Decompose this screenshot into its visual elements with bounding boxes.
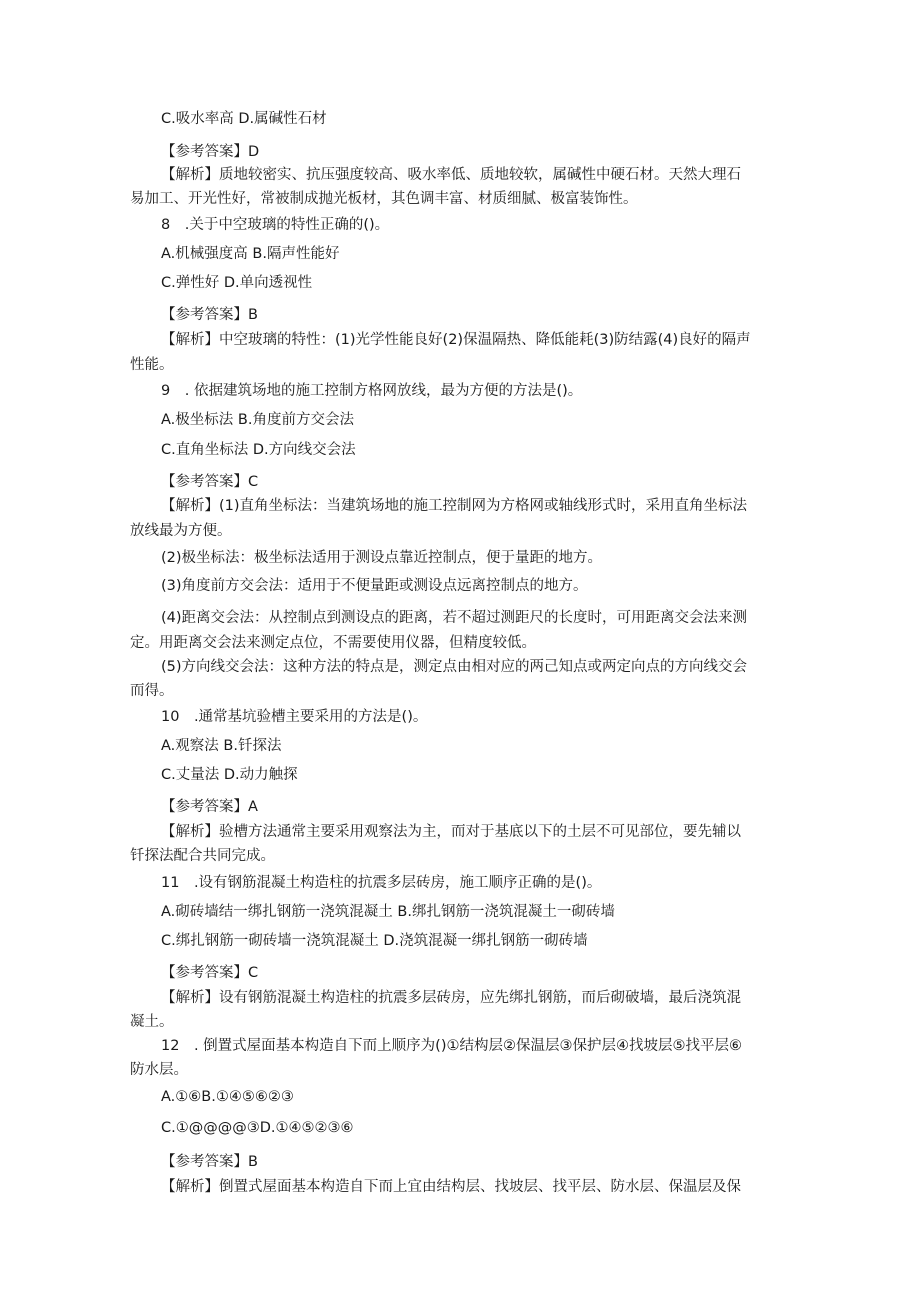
question-line: 8 .关于中空玻璃的特性正确的()。 <box>161 217 390 233</box>
explanation-line: 【解析】中空玻璃的特性：(1)光学性能良好(2)保温隔热、降低能耗(3)防结露(4)良好的隔声 <box>161 332 751 348</box>
question-line: 12 . 倒置式屋面基本构造自下而上顺序为()①结构层②保温层③保护层④找坡层⑤找平层⑥ <box>161 1038 742 1054</box>
answer-line: 【参考答案】A <box>161 799 258 815</box>
option-line: A.机械强度高 B.隔声性能好 <box>161 246 340 262</box>
explanation-continuation: 钎探法配合共同完成。 <box>130 848 275 864</box>
option-line: C.弹性好 D.单向透视性 <box>161 275 313 291</box>
explanation-line: (2)极坐标法：极坐标法适用于测设点靠近控制点，便于量距的地方。 <box>161 550 603 566</box>
answer-line: 【参考答案】C <box>161 965 259 981</box>
option-line: C.吸水率高 D.属碱性石材 <box>161 111 327 127</box>
answer-line: 【参考答案】D <box>161 144 260 160</box>
explanation-continuation: 性能。 <box>130 357 174 373</box>
explanation-continuation: 凝土。 <box>130 1014 174 1030</box>
explanation-continuation: 而得。 <box>130 683 174 699</box>
explanation-line: (4)距离交会法：从控制点到测设点的距离，若不超过测距尺的长度时，可用距离交会法来测 <box>161 610 748 626</box>
answer-line: 【参考答案】B <box>161 1154 258 1170</box>
explanation-continuation: 易加工、开光性好，常被制成抛光板材，其色调丰富、材质细腻、极富装饰性。 <box>130 191 638 207</box>
option-line: C.丈量法 D.动力触探 <box>161 767 298 783</box>
answer-line: 【参考答案】B <box>161 307 258 323</box>
option-line: C.直角坐标法 D.方向线交会法 <box>161 442 356 458</box>
option-line: A.观察法 B.钎探法 <box>161 738 282 754</box>
option-line: A.①⑥B.①④⑤⑥②③ <box>161 1089 294 1105</box>
option-line: A.极坐标法 B.角度前方交会法 <box>161 412 354 428</box>
explanation-line: 【解析】质地较密实、抗压强度较高、吸水率低、质地较软，属碱性中硬石材。天然大理石 <box>161 167 741 183</box>
explanation-line: (3)角度前方交会法：适用于不便量距或测设点远离控制点的地方。 <box>161 578 588 594</box>
question-continuation: 防水层。 <box>130 1062 188 1078</box>
explanation-line: 【解析】验槽方法通常主要采用观察法为主，而对于基底以下的土层不可见部位，要先辅以 <box>161 824 741 840</box>
option-line: C.①@@@@③D.①④⑤②③⑥ <box>161 1120 354 1136</box>
question-line: 11 .设有钢筋混凝土构造柱的抗震多层砖房，施工顺序正确的是()。 <box>161 875 602 891</box>
answer-line: 【参考答案】C <box>161 474 259 490</box>
question-line: 10 .通常基坑验槽主要采用的方法是()。 <box>161 709 428 725</box>
explanation-line: 【解析】设有钢筋混凝土构造柱的抗震多层砖房，应先绑扎钢筋，而后砌破墙，最后浇筑混 <box>161 990 741 1006</box>
question-line: 9 . 依据建筑场地的施工控制方格网放线，最为方便的方法是()。 <box>161 383 583 399</box>
explanation-continuation: 定。用距离交会法来测定点位，不需要使用仪器，但精度较低。 <box>130 635 536 651</box>
option-line: A.砌砖墙结一绑扎钢筋一浇筑混凝土 B.绑扎钢筋一浇筑混凝土一砌砖墙 <box>161 904 615 920</box>
explanation-line: (5)方向线交会法：这种方法的特点是，测定点由相对应的两己知点或两定向点的方向线交会 <box>161 659 748 675</box>
explanation-line: 【解析】倒置式屋面基本构造自下而上宜由结构层、找坡层、找平层、防水层、保温层及保 <box>161 1179 741 1195</box>
option-line: C.绑扎钢筋一砌砖墙一浇筑混凝土 D.浇筑混凝一绑扎钢筋一砌砖墙 <box>161 933 588 949</box>
explanation-line: 【解析】(1)直角坐标法：当建筑场地的施工控制网为方格网或轴线形式时，采用直角坐标法 <box>161 498 748 514</box>
explanation-continuation: 放线最为方便。 <box>130 523 232 539</box>
